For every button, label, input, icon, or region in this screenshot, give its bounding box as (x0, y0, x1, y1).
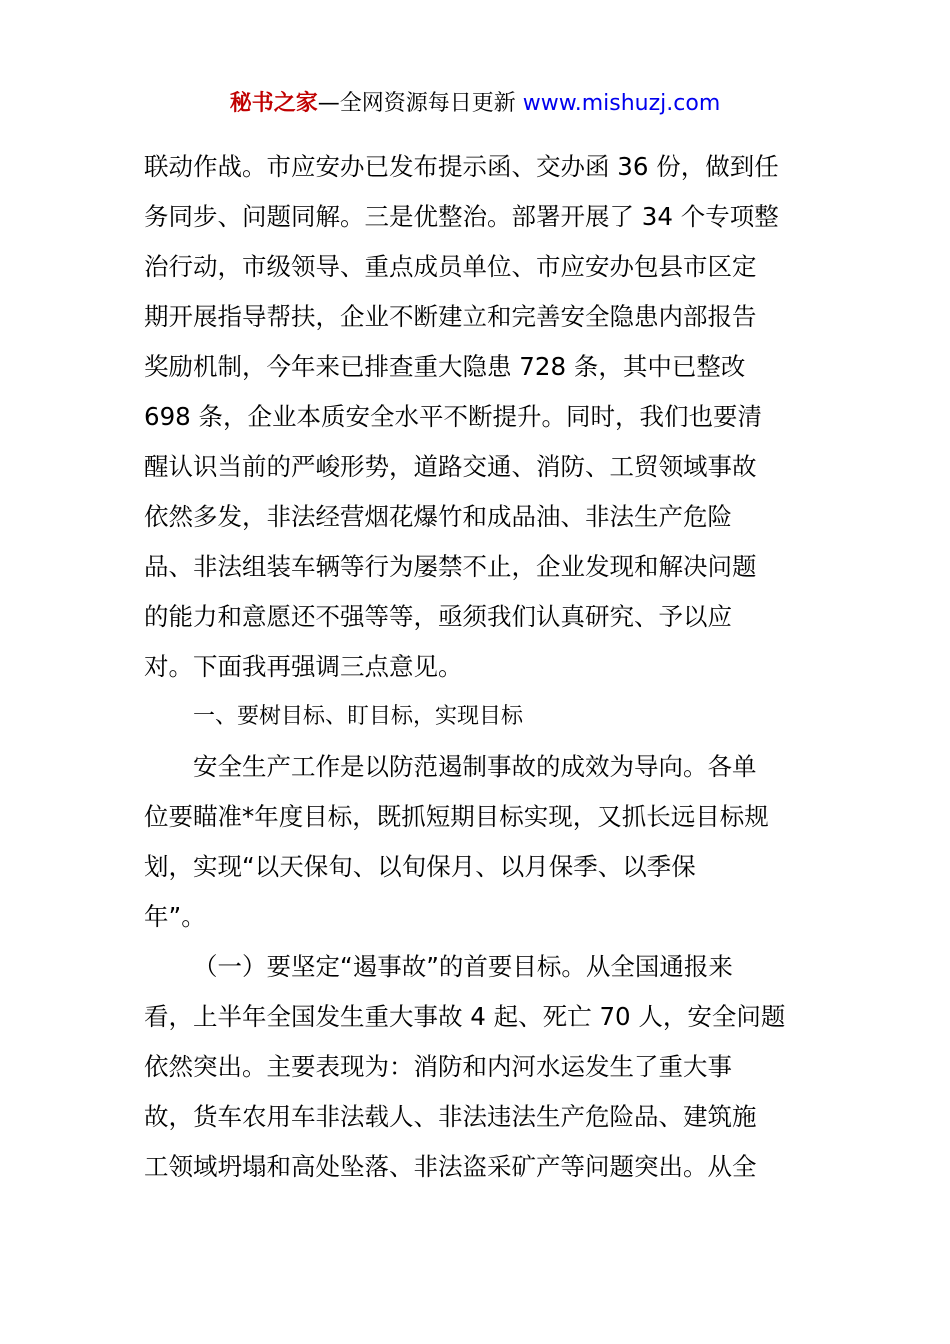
paragraph-line: 工领域坍塌和高处坠落、非法盗采矿产等问题突出。从全 (144, 1152, 757, 1181)
paragraph-line: 奖励机制，今年来已排查重大隐患 728 条，其中已整改 (144, 352, 746, 381)
paragraph-line: 的能力和意愿还不强等等，亟须我们认真研究、予以应 (144, 602, 732, 631)
paragraph-line: 看，上半年全国发生重大事故 4 起、死亡 70 人，安全问题 (144, 1002, 786, 1031)
paragraph-line: 务同步、问题同解。三是优整治。部署开展了 34 个专项整 (144, 202, 779, 231)
paragraph-line: 位要瞄准*年度目标，既抓短期目标实现，又抓长远目标规 (144, 802, 769, 831)
page-header (0, 88, 950, 120)
site-slogan: —全网资源每日更新 (317, 91, 523, 116)
paragraph-line: 划，实现“以天保旬、以旬保月、以月保季、以季保 (144, 852, 696, 881)
paragraph-line: 品、非法组装车辆等行为屡禁不止，企业发现和解决问题 (144, 552, 757, 581)
paragraph-line: 安全生产工作是以防范遏制事故的成效为导向。各单 (193, 752, 757, 781)
document-body (144, 142, 814, 1192)
paragraph-line: 依然多发，非法经营烟花爆竹和成品油、非法生产危险 (144, 502, 732, 531)
paragraph-line: 年”。 (144, 902, 206, 931)
paragraph-line: 联动作战。市应安办已发布提示函、交办函 36 份，做到任 (144, 152, 779, 181)
section-heading: 一、要树目标、盯目标，实现目标 (193, 704, 524, 729)
paragraph-line: 依然突出。主要表现为：消防和内河水运发生了重大事 (144, 1052, 732, 1081)
paragraph-line: 期开展指导帮扶，企业不断建立和完善安全隐患内部报告 (144, 302, 757, 331)
paragraph-line: （一）要坚定“遏事故”的首要目标。从全国通报来 (193, 952, 733, 981)
paragraph-line: 698 条，企业本质安全水平不断提升。同时，我们也要清 (144, 402, 763, 431)
site-brand: 秘书之家 (229, 91, 318, 116)
site-url-link[interactable]: www.mishuzj.com (522, 91, 721, 116)
paragraph-line: 醒认识当前的严峻形势，道路交通、消防、工贸领域事故 (144, 452, 757, 481)
paragraph-line: 故，货车农用车非法载人、非法违法生产危险品、建筑施 (144, 1102, 757, 1131)
paragraph-line: 对。下面我再强调三点意见。 (144, 652, 463, 681)
paragraph-line: 治行动，市级领导、重点成员单位、市应安办包县市区定 (144, 252, 757, 281)
